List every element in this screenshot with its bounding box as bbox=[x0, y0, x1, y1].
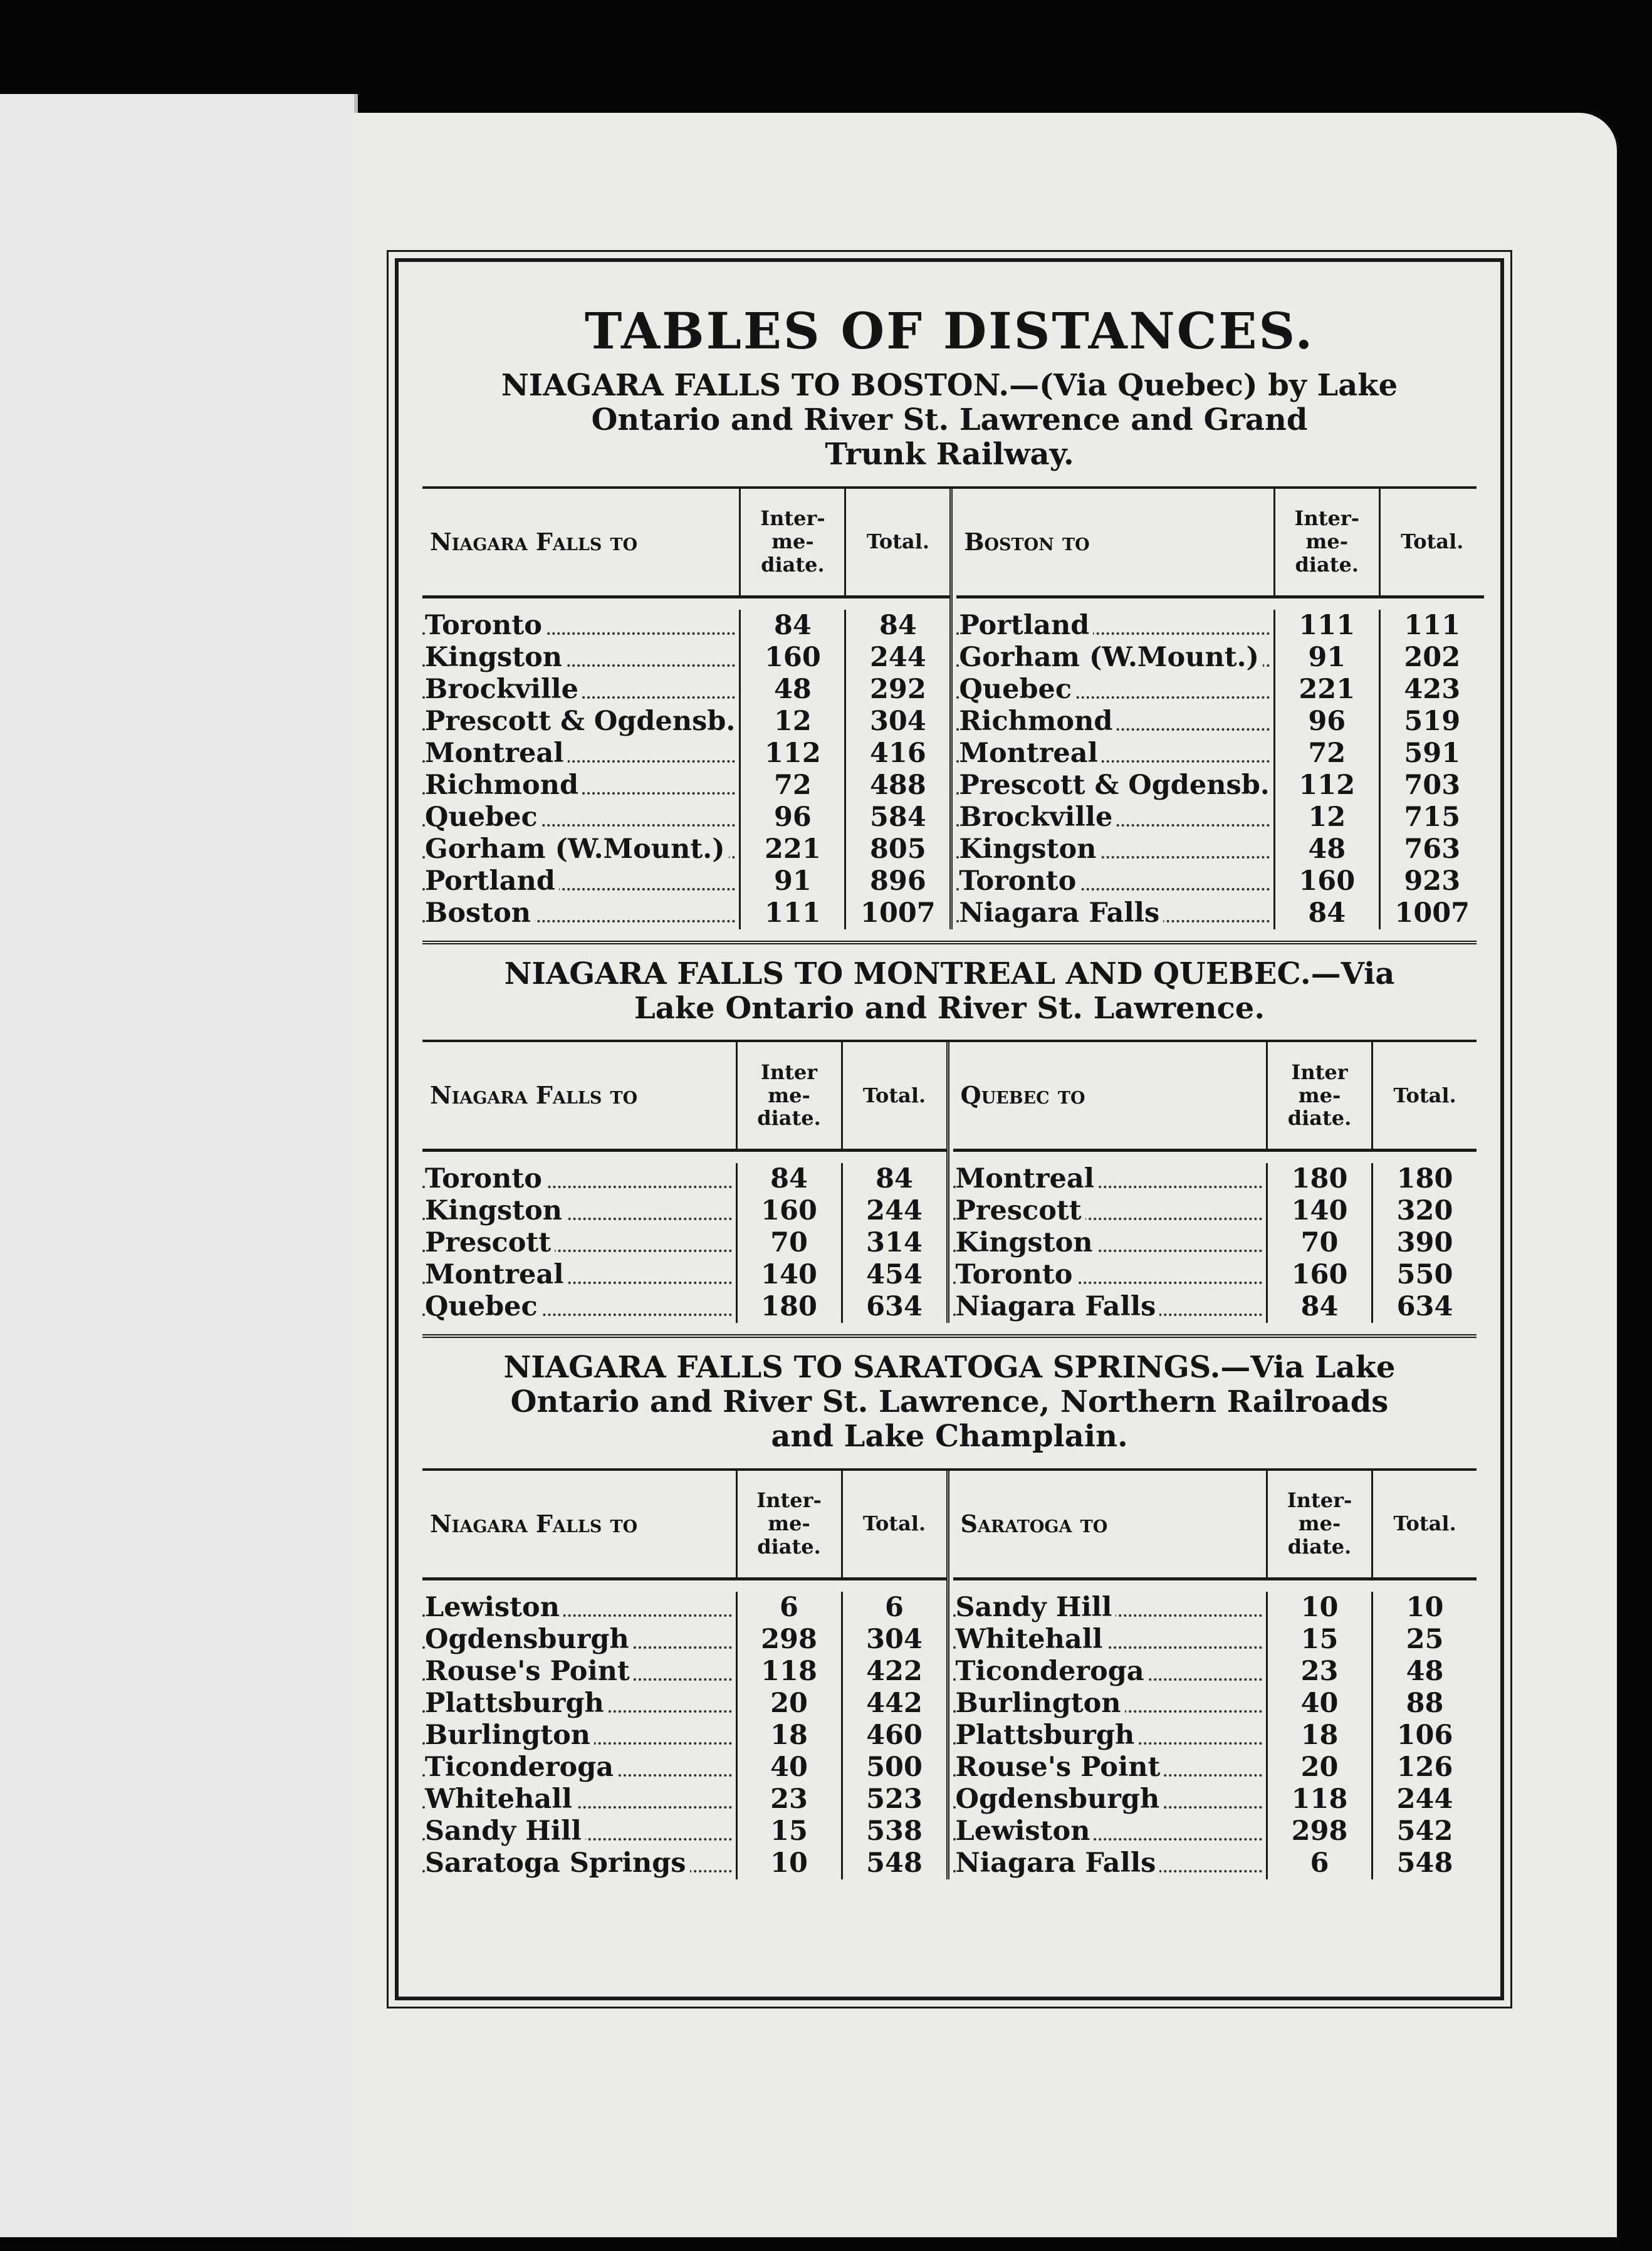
intermediate-header: Inter-me-diate. bbox=[1266, 1471, 1371, 1577]
table-body bbox=[422, 598, 949, 929]
place-name: Lewiston bbox=[956, 1815, 1094, 1847]
origin-header: Niagara Falls to bbox=[430, 528, 638, 556]
place-name: Prescott & Ogdensb. bbox=[425, 706, 739, 737]
to-table bbox=[946, 1471, 1477, 1879]
place-name: Plattsburgh bbox=[425, 1688, 608, 1719]
intermediate-distance: 18 bbox=[736, 1720, 841, 1752]
place-name: Brockville bbox=[425, 674, 582, 705]
place-name-cell bbox=[956, 802, 1273, 833]
total-header: Total. bbox=[844, 489, 949, 595]
place-name: Sandy Hill bbox=[956, 1592, 1116, 1623]
total-distance: 180 bbox=[1371, 1163, 1477, 1195]
table-header bbox=[422, 489, 949, 598]
total-distance: 805 bbox=[844, 833, 949, 865]
table-row bbox=[953, 1592, 1477, 1624]
to-table bbox=[946, 1042, 1477, 1323]
table-row bbox=[422, 865, 949, 897]
intermediate-distance: 96 bbox=[739, 802, 844, 833]
total-distance: 542 bbox=[1371, 1815, 1477, 1847]
place-name-cell bbox=[422, 610, 739, 641]
table-row bbox=[422, 738, 949, 770]
place-name-cell bbox=[422, 1227, 736, 1258]
total-distance: 1007 bbox=[1379, 897, 1484, 929]
total-distance: 548 bbox=[1371, 1847, 1477, 1879]
total-distance: 202 bbox=[1379, 642, 1484, 674]
table-row bbox=[422, 1688, 946, 1720]
place-name-cell bbox=[422, 738, 739, 769]
table-row bbox=[956, 802, 1483, 833]
section-heading-line: Ontario and River St. Lawrence and Grand bbox=[591, 402, 1308, 438]
place-name-cell bbox=[956, 897, 1273, 929]
intermediate-distance: 23 bbox=[736, 1784, 841, 1815]
intermediate-distance: 10 bbox=[1266, 1592, 1371, 1624]
intermediate-distance: 40 bbox=[736, 1752, 841, 1784]
place-name-cell bbox=[953, 1656, 1267, 1687]
table-row bbox=[422, 1784, 946, 1815]
section-heading bbox=[422, 957, 1477, 1026]
table-row bbox=[422, 1847, 946, 1879]
table-row bbox=[953, 1163, 1477, 1195]
intermediate-distance: 180 bbox=[736, 1291, 841, 1323]
place-name: Quebec bbox=[425, 1291, 541, 1322]
intermediate-distance: 70 bbox=[736, 1227, 841, 1259]
intermediate-distance: 111 bbox=[1273, 610, 1379, 642]
intermediate-distance: 12 bbox=[739, 706, 844, 738]
place-name: Burlington bbox=[425, 1720, 594, 1751]
place-name-cell bbox=[422, 770, 739, 801]
place-name: Quebec bbox=[959, 674, 1075, 705]
place-name: Quebec bbox=[425, 802, 541, 833]
place-name: Ticonderoga bbox=[425, 1752, 617, 1783]
intermediate-distance: 84 bbox=[739, 610, 844, 642]
total-distance: 923 bbox=[1379, 865, 1484, 897]
place-name: Niagara Falls bbox=[956, 1291, 1160, 1322]
place-name: Prescott bbox=[956, 1195, 1085, 1226]
total-distance: 10 bbox=[1371, 1592, 1477, 1624]
intermediate-distance: 118 bbox=[1266, 1784, 1371, 1815]
total-distance: 703 bbox=[1379, 770, 1484, 802]
place-name: Toronto bbox=[959, 865, 1080, 897]
table-row bbox=[953, 1847, 1477, 1879]
place-name-cell bbox=[953, 1259, 1267, 1290]
total-distance: 896 bbox=[844, 865, 949, 897]
place-name-cell bbox=[956, 642, 1273, 673]
table-row bbox=[953, 1656, 1477, 1688]
table-row bbox=[422, 1227, 946, 1259]
section-heading bbox=[422, 1350, 1477, 1455]
table-body bbox=[956, 598, 1483, 929]
to-table bbox=[949, 489, 1483, 929]
section-heading-line: Lake Ontario and River St. Lawrence. bbox=[634, 990, 1265, 1026]
total-distance: 519 bbox=[1379, 706, 1484, 738]
place-name-cell bbox=[953, 1847, 1267, 1879]
place-name: Kingston bbox=[959, 833, 1100, 865]
place-name: Rouse's Point bbox=[425, 1656, 634, 1687]
table-row bbox=[422, 833, 949, 865]
intermediate-distance: 298 bbox=[1266, 1815, 1371, 1847]
table-row bbox=[422, 674, 949, 706]
place-name-cell bbox=[422, 1752, 736, 1783]
total-distance: 500 bbox=[841, 1752, 946, 1784]
section-heading-line: NIAGARA FALLS TO SARATOGA SPRINGS.—Via Lake bbox=[503, 1349, 1396, 1385]
table-row bbox=[953, 1259, 1477, 1291]
table-header bbox=[422, 1471, 946, 1580]
place-name-cell bbox=[953, 1291, 1267, 1322]
total-distance: 584 bbox=[844, 802, 949, 833]
place-name-cell bbox=[953, 1592, 1267, 1623]
table-row bbox=[422, 1195, 946, 1227]
total-distance: 460 bbox=[841, 1720, 946, 1752]
table-row bbox=[422, 706, 949, 738]
place-name: Portland bbox=[425, 865, 559, 897]
place-name-cell bbox=[422, 1688, 736, 1719]
place-name: Ticonderoga bbox=[956, 1656, 1148, 1687]
intermediate-distance: 48 bbox=[739, 674, 844, 706]
total-distance: 292 bbox=[844, 674, 949, 706]
place-name: Toronto bbox=[956, 1259, 1077, 1290]
section-heading-line: NIAGARA FALLS TO BOSTON.—(Via Quebec) by Lake bbox=[501, 368, 1398, 403]
intermediate-distance: 40 bbox=[1266, 1688, 1371, 1720]
intermediate-distance: 18 bbox=[1266, 1720, 1371, 1752]
place-name: Niagara Falls bbox=[959, 897, 1163, 929]
from-table bbox=[422, 489, 949, 929]
intermediate-distance: 180 bbox=[1266, 1163, 1371, 1195]
place-name: Kingston bbox=[956, 1227, 1097, 1258]
total-distance: 390 bbox=[1371, 1227, 1477, 1259]
table-row bbox=[422, 1592, 946, 1624]
table-row bbox=[953, 1720, 1477, 1752]
place-name: Whitehall bbox=[425, 1784, 576, 1815]
intermediate-distance: 91 bbox=[1273, 642, 1379, 674]
total-distance: 84 bbox=[841, 1163, 946, 1195]
total-distance: 244 bbox=[1371, 1784, 1477, 1815]
section-heading bbox=[422, 368, 1477, 473]
intermediate-distance: 140 bbox=[736, 1259, 841, 1291]
intermediate-distance: 160 bbox=[1266, 1259, 1371, 1291]
total-header: Total. bbox=[1371, 1042, 1477, 1149]
table-row bbox=[422, 1815, 946, 1847]
place-name-cell bbox=[422, 1784, 736, 1815]
origin-header: Niagara Falls to bbox=[430, 1081, 638, 1110]
place-name: Richmond bbox=[425, 770, 582, 801]
table-body bbox=[422, 1580, 946, 1879]
place-name: Toronto bbox=[425, 1163, 546, 1194]
intermediate-distance: 84 bbox=[1273, 897, 1379, 929]
place-name-cell bbox=[956, 738, 1273, 769]
table-row bbox=[956, 738, 1483, 770]
intermediate-distance: 15 bbox=[736, 1815, 841, 1847]
total-distance: 454 bbox=[841, 1259, 946, 1291]
intermediate-distance: 96 bbox=[1273, 706, 1379, 738]
sections-container bbox=[422, 368, 1477, 1879]
intermediate-distance: 112 bbox=[739, 738, 844, 770]
section-heading-line: and Lake Champlain. bbox=[771, 1419, 1128, 1455]
total-header: Total. bbox=[1379, 489, 1484, 595]
place-name: Kingston bbox=[425, 642, 566, 673]
place-name-cell bbox=[956, 770, 1273, 801]
place-name-cell bbox=[422, 674, 739, 705]
table-row bbox=[422, 802, 949, 833]
section-divider bbox=[422, 1334, 1477, 1338]
place-name: Montreal bbox=[425, 1259, 568, 1290]
total-distance: 634 bbox=[1371, 1291, 1477, 1323]
place-name: Ogdensburgh bbox=[425, 1624, 633, 1655]
total-distance: 6 bbox=[841, 1592, 946, 1624]
intermediate-distance: 12 bbox=[1273, 802, 1379, 833]
distance-table-pair bbox=[422, 486, 1477, 929]
place-name-cell bbox=[422, 706, 739, 737]
table-row bbox=[953, 1784, 1477, 1815]
table-header bbox=[422, 1042, 946, 1152]
intermediate-distance: 91 bbox=[739, 865, 844, 897]
intermediate-header: Inter-me-diate. bbox=[1273, 489, 1379, 595]
intermediate-distance: 70 bbox=[1266, 1227, 1371, 1259]
intermediate-header: Inter me-diate. bbox=[1266, 1042, 1371, 1149]
intermediate-distance: 298 bbox=[736, 1624, 841, 1656]
total-header: Total. bbox=[841, 1042, 946, 1149]
total-distance: 488 bbox=[844, 770, 949, 802]
place-name-cell bbox=[422, 1259, 736, 1290]
place-name: Portland bbox=[959, 610, 1093, 641]
table-row bbox=[422, 1624, 946, 1656]
intermediate-distance: 118 bbox=[736, 1656, 841, 1688]
table-body bbox=[422, 1152, 946, 1323]
table-row bbox=[953, 1815, 1477, 1847]
from-table bbox=[422, 1471, 946, 1879]
place-name: Gorham (W.Mount.) bbox=[959, 642, 1263, 673]
origin-header: Boston to bbox=[964, 528, 1090, 556]
distance-table-pair bbox=[422, 1468, 1477, 1879]
place-name-cell bbox=[422, 1291, 736, 1322]
origin-header: Quebec to bbox=[960, 1081, 1085, 1110]
place-name-cell bbox=[953, 1624, 1267, 1655]
intermediate-distance: 160 bbox=[739, 642, 844, 674]
place-name-cell bbox=[422, 1624, 736, 1655]
table-row bbox=[422, 770, 949, 802]
place-name-cell bbox=[956, 865, 1273, 897]
intermediate-distance: 221 bbox=[739, 833, 844, 865]
table-row bbox=[422, 642, 949, 674]
total-distance: 320 bbox=[1371, 1195, 1477, 1227]
place-name-cell bbox=[422, 833, 739, 865]
place-name: Toronto bbox=[425, 610, 546, 641]
table-row bbox=[422, 1752, 946, 1784]
distance-table-pair bbox=[422, 1040, 1477, 1323]
section-divider bbox=[422, 941, 1477, 944]
table-row bbox=[956, 706, 1483, 738]
place-name-cell bbox=[953, 1163, 1267, 1194]
total-distance: 591 bbox=[1379, 738, 1484, 770]
intermediate-distance: 72 bbox=[1273, 738, 1379, 770]
table-header bbox=[953, 1471, 1477, 1580]
place-name: Montreal bbox=[956, 1163, 1099, 1194]
intermediate-distance: 6 bbox=[736, 1592, 841, 1624]
place-name-cell bbox=[422, 1815, 736, 1847]
place-name-cell bbox=[956, 706, 1273, 737]
total-distance: 126 bbox=[1371, 1752, 1477, 1784]
place-name: Prescott & Ogdensb. bbox=[959, 770, 1273, 801]
place-name: Burlington bbox=[956, 1688, 1125, 1719]
place-name-cell bbox=[956, 833, 1273, 865]
place-name-cell bbox=[422, 1656, 736, 1687]
intermediate-distance: 6 bbox=[1266, 1847, 1371, 1879]
place-name: Sandy Hill bbox=[425, 1815, 585, 1847]
place-name-cell bbox=[956, 674, 1273, 705]
facing-page bbox=[0, 94, 358, 2237]
total-distance: 538 bbox=[841, 1815, 946, 1847]
table-row bbox=[956, 833, 1483, 865]
place-name-cell bbox=[953, 1195, 1267, 1226]
total-distance: 84 bbox=[844, 610, 949, 642]
intermediate-distance: 48 bbox=[1273, 833, 1379, 865]
place-name: Prescott bbox=[425, 1227, 555, 1258]
place-name-cell bbox=[422, 1720, 736, 1751]
total-distance: 763 bbox=[1379, 833, 1484, 865]
place-name-cell bbox=[422, 897, 739, 929]
table-row bbox=[422, 1291, 946, 1323]
intermediate-distance: 111 bbox=[739, 897, 844, 929]
place-name: Richmond bbox=[959, 706, 1116, 737]
intermediate-distance: 20 bbox=[736, 1688, 841, 1720]
intermediate-distance: 140 bbox=[1266, 1195, 1371, 1227]
total-distance: 523 bbox=[841, 1784, 946, 1815]
table-body bbox=[953, 1152, 1477, 1323]
total-distance: 634 bbox=[841, 1291, 946, 1323]
table-row bbox=[956, 770, 1483, 802]
total-distance: 314 bbox=[841, 1227, 946, 1259]
total-distance: 715 bbox=[1379, 802, 1484, 833]
table-row bbox=[953, 1195, 1477, 1227]
place-name: Montreal bbox=[425, 738, 568, 769]
total-distance: 88 bbox=[1371, 1688, 1477, 1720]
section-heading-line: NIAGARA FALLS TO MONTREAL AND QUEBEC.—Via bbox=[504, 956, 1395, 991]
place-name-cell bbox=[422, 802, 739, 833]
section-heading-line: Trunk Railway. bbox=[825, 437, 1074, 473]
intermediate-distance: 84 bbox=[736, 1163, 841, 1195]
table-body bbox=[953, 1580, 1477, 1879]
intermediate-distance: 112 bbox=[1273, 770, 1379, 802]
place-name-cell bbox=[953, 1227, 1267, 1258]
total-distance: 550 bbox=[1371, 1259, 1477, 1291]
place-name: Whitehall bbox=[956, 1624, 1107, 1655]
total-distance: 422 bbox=[841, 1656, 946, 1688]
total-distance: 548 bbox=[841, 1847, 946, 1879]
intermediate-header: Inter-me-diate. bbox=[736, 1471, 841, 1577]
place-name: Niagara Falls bbox=[956, 1847, 1160, 1879]
place-name: Plattsburgh bbox=[956, 1720, 1139, 1751]
place-name: Rouse's Point bbox=[956, 1752, 1164, 1783]
table-row bbox=[422, 1656, 946, 1688]
total-distance: 106 bbox=[1371, 1720, 1477, 1752]
table-row bbox=[422, 897, 949, 929]
table-row bbox=[956, 674, 1483, 706]
table-row bbox=[956, 865, 1483, 897]
total-distance: 1007 bbox=[844, 897, 949, 929]
table-header bbox=[953, 1042, 1477, 1152]
table-row bbox=[422, 1259, 946, 1291]
intermediate-distance: 10 bbox=[736, 1847, 841, 1879]
place-name-cell bbox=[953, 1815, 1267, 1847]
place-name-cell bbox=[953, 1688, 1267, 1719]
total-distance: 442 bbox=[841, 1688, 946, 1720]
place-name: Kingston bbox=[425, 1195, 566, 1226]
place-name: Lewiston bbox=[425, 1592, 563, 1623]
total-distance: 25 bbox=[1371, 1624, 1477, 1656]
total-distance: 244 bbox=[844, 642, 949, 674]
place-name: Boston bbox=[425, 897, 535, 929]
place-name-cell bbox=[422, 642, 739, 673]
total-header: Total. bbox=[841, 1471, 946, 1577]
table-row bbox=[422, 610, 949, 642]
table-row bbox=[422, 1720, 946, 1752]
table-row bbox=[956, 610, 1483, 642]
origin-header: Niagara Falls to bbox=[430, 1510, 638, 1538]
table-header bbox=[956, 489, 1483, 598]
place-name-cell bbox=[953, 1784, 1267, 1815]
distance-tables-frame bbox=[395, 258, 1504, 2000]
total-distance: 304 bbox=[841, 1624, 946, 1656]
from-table bbox=[422, 1042, 946, 1323]
intermediate-distance: 221 bbox=[1273, 674, 1379, 706]
table-row bbox=[953, 1227, 1477, 1259]
table-row bbox=[956, 642, 1483, 674]
place-name-cell bbox=[422, 1195, 736, 1226]
place-name-cell bbox=[953, 1720, 1267, 1751]
intermediate-header: Inter-me-diate. bbox=[739, 489, 844, 595]
total-header: Total. bbox=[1371, 1471, 1477, 1577]
page-title: TABLES OF DISTANCES. bbox=[584, 301, 1315, 360]
section-heading-line: Ontario and River St. Lawrence, Northern Railroads bbox=[510, 1384, 1389, 1420]
intermediate-distance: 160 bbox=[736, 1195, 841, 1227]
place-name-cell bbox=[422, 1163, 736, 1194]
intermediate-distance: 160 bbox=[1273, 865, 1379, 897]
place-name: Brockville bbox=[959, 802, 1116, 833]
total-distance: 244 bbox=[841, 1195, 946, 1227]
origin-header: Saratoga to bbox=[960, 1510, 1108, 1538]
place-name-cell bbox=[422, 865, 739, 897]
intermediate-header: Inter me-diate. bbox=[736, 1042, 841, 1149]
intermediate-distance: 84 bbox=[1266, 1291, 1371, 1323]
intermediate-distance: 72 bbox=[739, 770, 844, 802]
total-distance: 48 bbox=[1371, 1656, 1477, 1688]
intermediate-distance: 23 bbox=[1266, 1656, 1371, 1688]
table-row bbox=[422, 1163, 946, 1195]
total-distance: 416 bbox=[844, 738, 949, 770]
intermediate-distance: 15 bbox=[1266, 1624, 1371, 1656]
place-name: Ogdensburgh bbox=[956, 1784, 1164, 1815]
total-distance: 304 bbox=[844, 706, 949, 738]
place-name-cell bbox=[956, 610, 1273, 641]
table-row bbox=[953, 1624, 1477, 1656]
place-name: Montreal bbox=[959, 738, 1102, 769]
place-name: Gorham (W.Mount.) bbox=[425, 833, 729, 865]
table-row bbox=[953, 1752, 1477, 1784]
place-name: Saratoga Springs bbox=[425, 1847, 690, 1879]
table-row bbox=[956, 897, 1483, 929]
intermediate-distance: 20 bbox=[1266, 1752, 1371, 1784]
place-name-cell bbox=[422, 1847, 736, 1879]
place-name-cell bbox=[422, 1592, 736, 1623]
place-name-cell bbox=[953, 1752, 1267, 1783]
table-row bbox=[953, 1688, 1477, 1720]
total-distance: 423 bbox=[1379, 674, 1484, 706]
table-row bbox=[953, 1291, 1477, 1323]
total-distance: 111 bbox=[1379, 610, 1484, 642]
